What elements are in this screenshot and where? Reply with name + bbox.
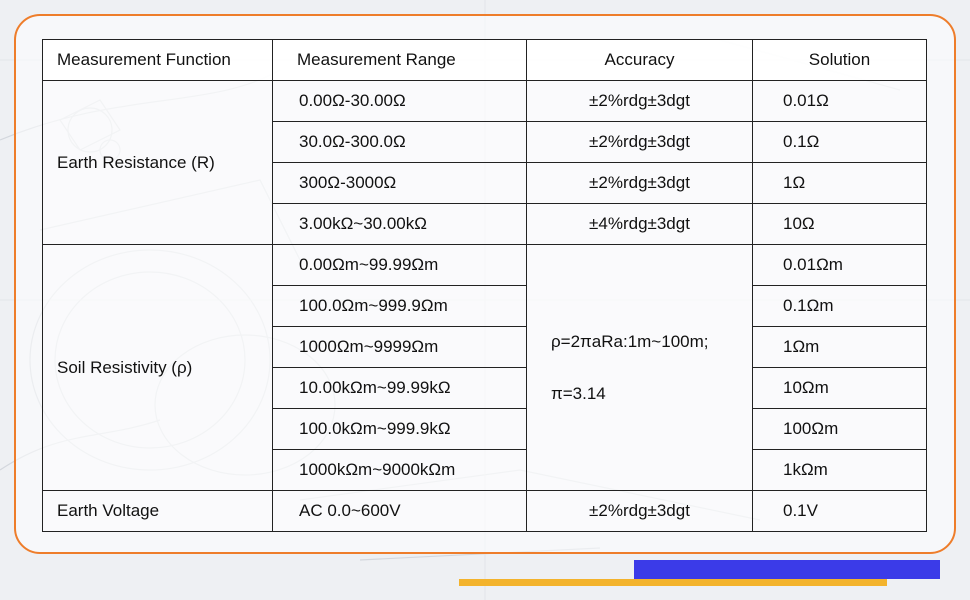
accuracy-formula-cell <box>527 245 753 491</box>
accuracy-formula-line: ρ=2πaRa:1m~100m; <box>551 331 709 351</box>
solution-cell: 0.01Ω <box>753 81 927 122</box>
solution-cell: 1Ωm <box>753 327 927 368</box>
range-cell: 10.00kΩm~99.99kΩ <box>273 368 527 409</box>
solution-cell: 0.1V <box>753 491 927 532</box>
table-row <box>43 245 927 286</box>
range-cell: 0.00Ω-30.00Ω <box>273 81 527 122</box>
solution-cell: 10Ω <box>753 204 927 245</box>
accent-bar-yellow <box>459 579 887 586</box>
accent-bar-blue <box>634 560 940 579</box>
accuracy-cell: ±4%rdg±3dgt <box>527 204 753 245</box>
accuracy-cell: ±2%rdg±3dgt <box>527 491 753 532</box>
solution-cell: 0.1Ωm <box>753 286 927 327</box>
range-cell: 100.0Ωm~999.9Ωm <box>273 286 527 327</box>
solution-cell: 0.01Ωm <box>753 245 927 286</box>
function-earth-voltage: Earth Voltage <box>43 491 273 532</box>
specification-table <box>42 39 927 532</box>
solution-cell: 0.1Ω <box>753 122 927 163</box>
table-row <box>43 491 927 532</box>
header-row <box>43 40 927 81</box>
range-cell: 300Ω-3000Ω <box>273 163 527 204</box>
solution-cell: 1kΩm <box>753 450 927 491</box>
range-cell: 30.0Ω-300.0Ω <box>273 122 527 163</box>
solution-cell: 100Ωm <box>753 409 927 450</box>
range-cell: 3.00kΩ~30.00kΩ <box>273 204 527 245</box>
accuracy-pi-line: π=3.14 <box>551 383 606 403</box>
solution-cell: 1Ω <box>753 163 927 204</box>
function-soil-resistivity: Soil Resistivity (ρ) <box>43 245 273 491</box>
header-solution: Solution <box>753 40 927 81</box>
accuracy-cell: ±2%rdg±3dgt <box>527 163 753 204</box>
range-cell: 1000kΩm~9000kΩm <box>273 450 527 491</box>
header-accuracy: Accuracy <box>527 40 753 81</box>
range-cell: 1000Ωm~9999Ωm <box>273 327 527 368</box>
function-earth-resistance: Earth Resistance (R) <box>43 81 273 245</box>
range-cell: 100.0kΩm~999.9kΩ <box>273 409 527 450</box>
accuracy-cell: ±2%rdg±3dgt <box>527 122 753 163</box>
range-cell: AC 0.0~600V <box>273 491 527 532</box>
accuracy-cell: ±2%rdg±3dgt <box>527 81 753 122</box>
range-cell: 0.00Ωm~99.99Ωm <box>273 245 527 286</box>
solution-cell: 10Ωm <box>753 368 927 409</box>
table-row <box>43 81 927 122</box>
header-range: Measurement Range <box>273 40 527 81</box>
header-function: Measurement Function <box>43 40 273 81</box>
